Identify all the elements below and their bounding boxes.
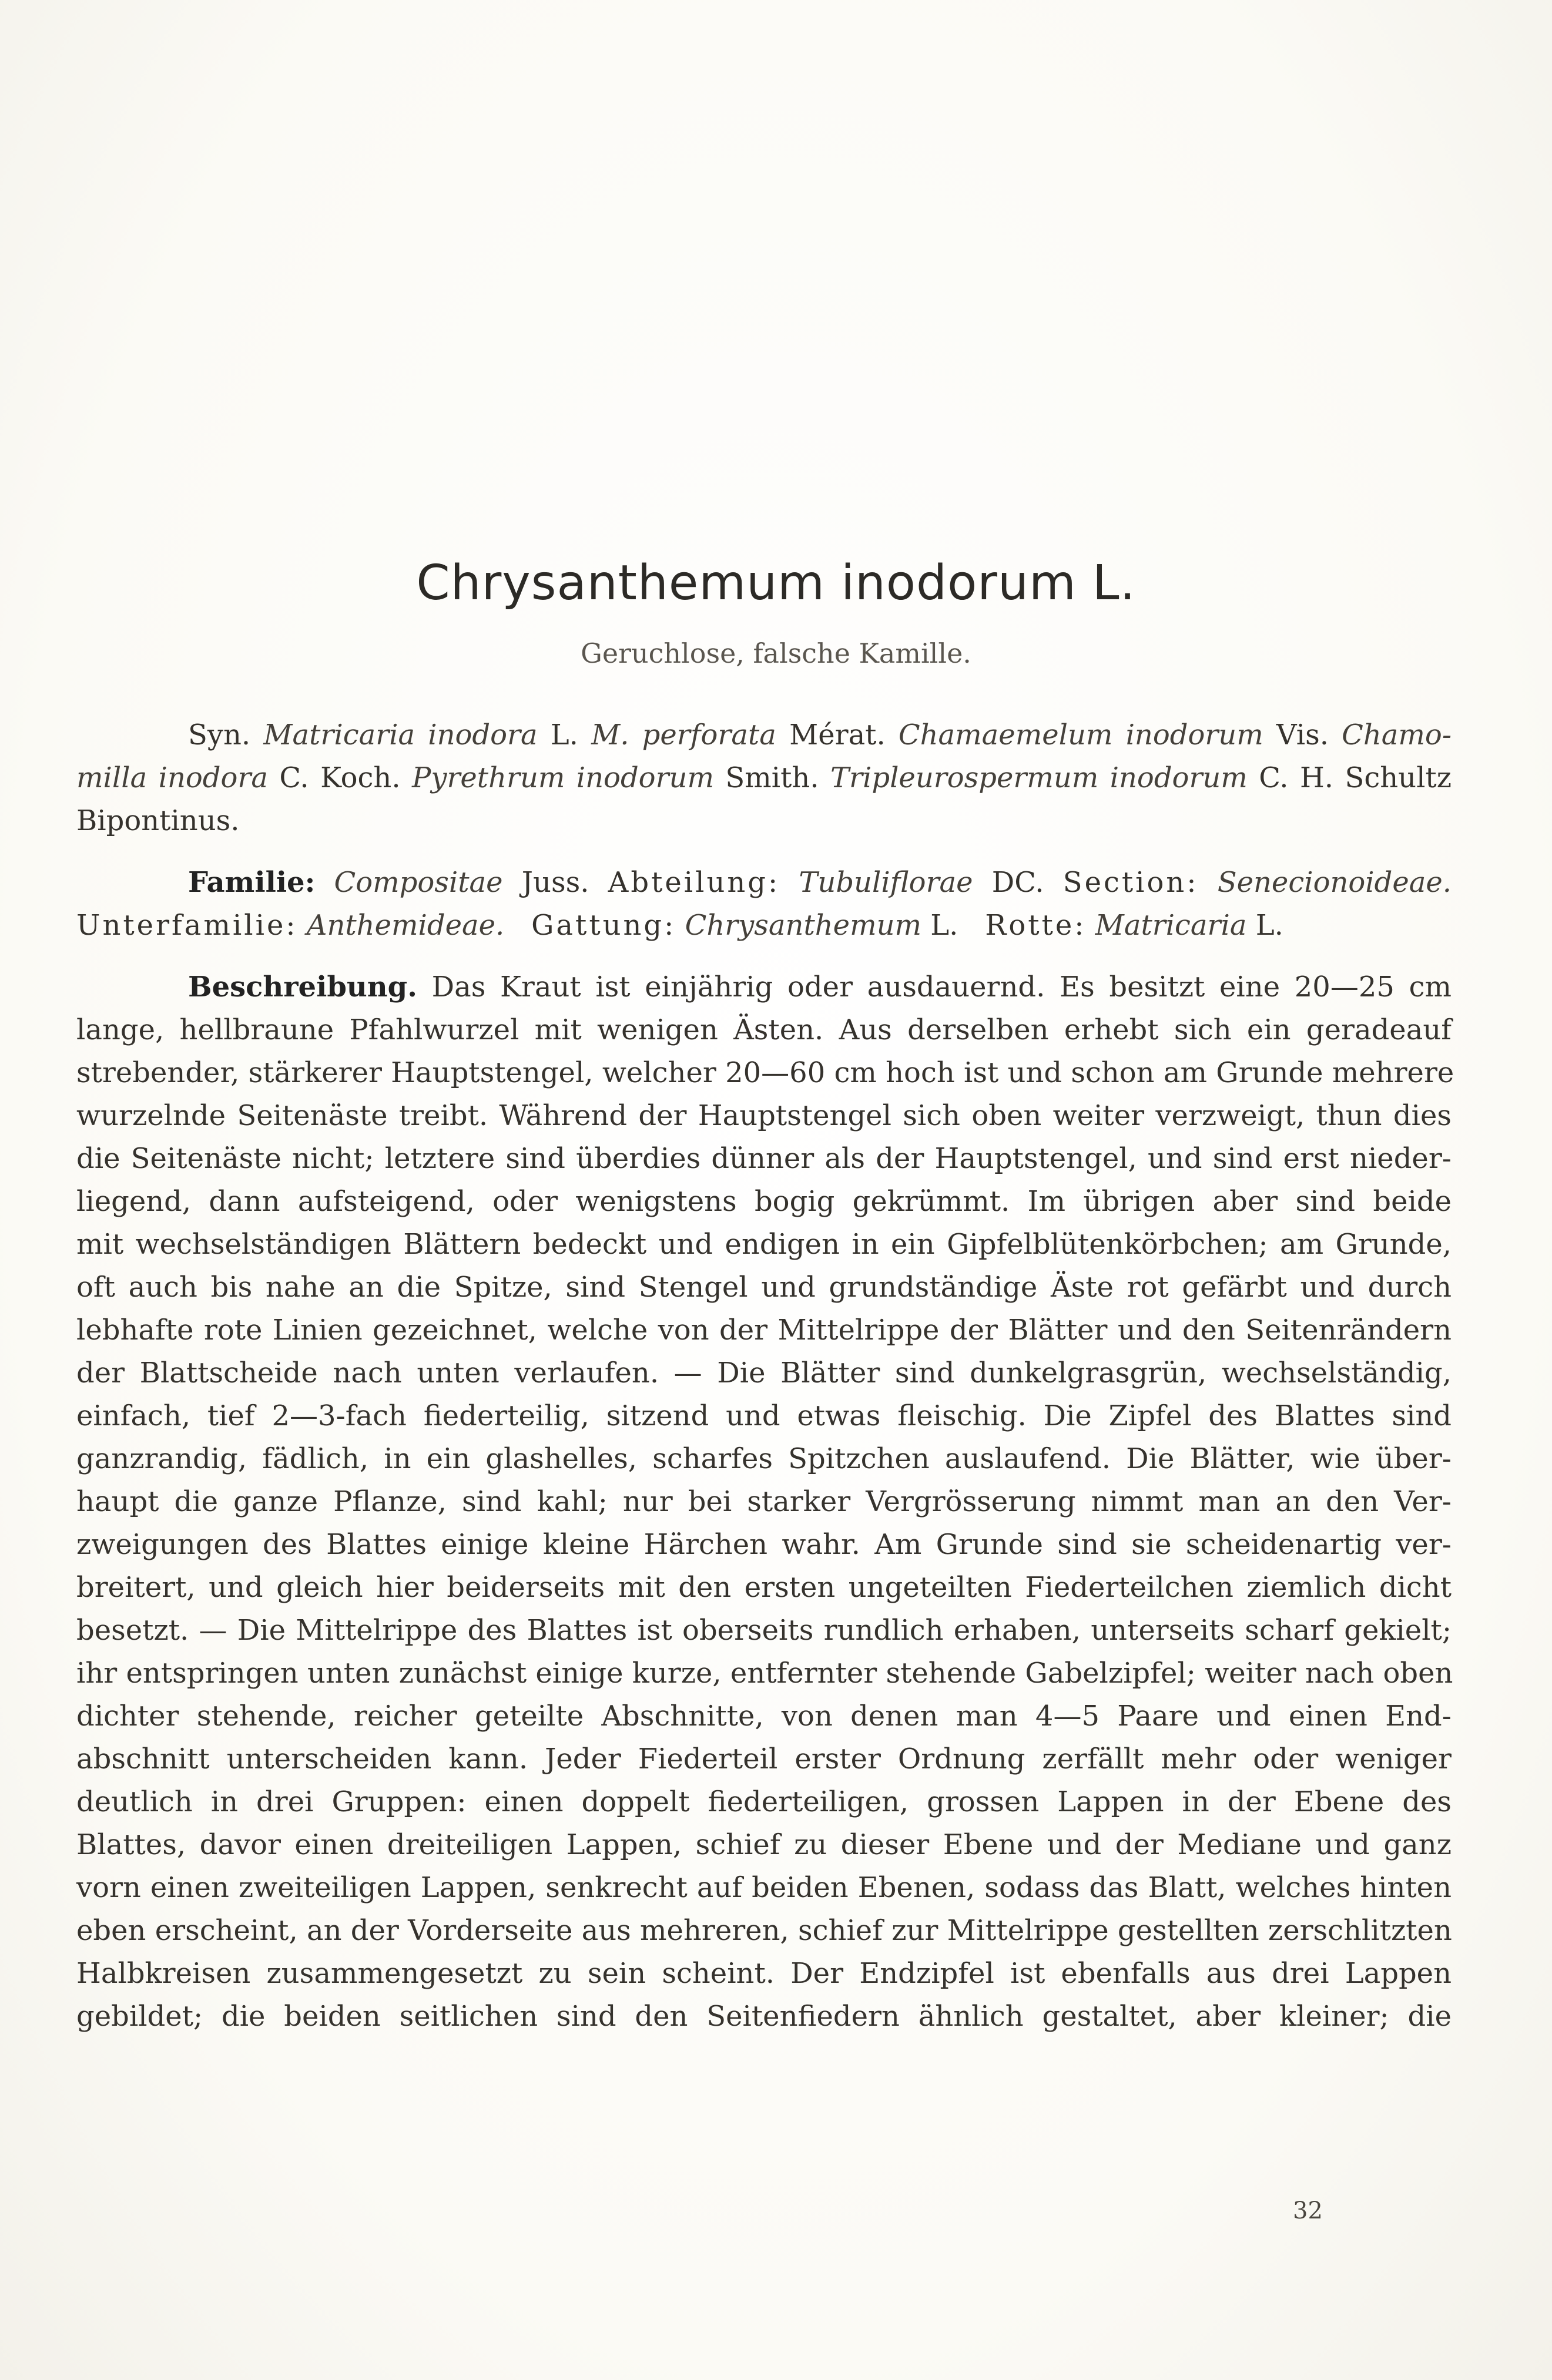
text-line: eben erscheint, an der Vorderseite aus mehreren, schief zur Mittelrippe gestellten zerschlitzten [76, 1914, 1452, 1947]
text-line: strebender, stärkerer Hauptstengel, welcher 20—60 cm hoch ist und schon am Grunde mehrere [76, 1056, 1454, 1089]
text-line: einfach, tief 2—3-fach fiederteilig, sitzend und etwas fleischig. Die Zipfel des Blattes sind [76, 1399, 1452, 1432]
text-line: besetzt. — Die Mittelrippe des Blattes ist oberseits rundlich erhaben, unterseits scharf gekielt; [76, 1614, 1452, 1647]
text-line: der Blattscheide nach unten verlaufen. — Die Blätter sind dunkelgrasgrün, wechselständig, [76, 1357, 1452, 1389]
synonyms-line-3: Bipontinus. [76, 804, 240, 837]
text-line: dichter stehende, reicher geteilte Abschnitte, von denen man 4—5 Paare und einen End- [76, 1700, 1452, 1733]
text-body [76, 714, 1452, 2038]
text-line: deutlich in drei Gruppen: einen doppelt fiederteiligen, grossen Lappen in der Ebene des [76, 1785, 1452, 1818]
synonyms-line-2: milla inodora C. Koch. Pyrethrum inodorum Smith. Tripleurospermum inodorum C. H. Schultz [76, 761, 1452, 794]
text-line: breitert, und gleich hier beiderseits mit den ersten ungeteilten Fiederteilchen ziemlich dicht [76, 1571, 1452, 1604]
text-line: gebildet; die beiden seitlichen sind den Seitenfiedern ähnlich gestaltet, aber kleiner; die [76, 2000, 1452, 2033]
text-line: abschnitt unterscheiden kann. Jeder Fiederteil erster Ordnung zerfällt mehr oder weniger [76, 1743, 1452, 1775]
text-line: die Seitenäste nicht; letztere sind überdies dünner als der Hauptstengel, und sind erst nieder- [76, 1142, 1452, 1175]
text-line: zweigungen des Blattes einige kleine Härchen wahr. Am Grunde sind sie scheidenartig ver- [76, 1528, 1452, 1561]
text-line: ganzrandig, fädlich, in ein glashelles, scharfes Spitzchen auslaufend. Die Blätter, wie über- [76, 1442, 1452, 1475]
text-line: lange, hellbraune Pfahlwurzel mit wenigen Ästen. Aus derselben erhebt sich ein geradeauf [76, 1013, 1452, 1046]
page-title: Chrysanthemum inodorum L. [416, 555, 1136, 611]
text-line: ihr entspringen unten zunächst einige kurze, entfernter stehende Gabelzipfel; weiter nach oben [76, 1657, 1453, 1690]
page-subtitle: Geruchlose, falsche Kamille. [581, 637, 971, 669]
text-line: wurzelnde Seitenäste treibt. Während der Hauptstengel sich oben weiter verzweigt, thun dies [76, 1099, 1452, 1132]
taxonomy-line-1: Familie: Compositae Juss. Abteilung: Tubuliflorae DC. Section: Senecionoideae. [188, 866, 1452, 899]
text-line: oft auch bis nahe an die Spitze, sind Stengel und grundständige Äste rot gefärbt und durch [76, 1271, 1452, 1304]
synonyms-line-1: Syn. Matricaria inodora L. M. perforata Mérat. Chamaemelum inodorum Vis. Chamo- [188, 719, 1452, 751]
text-line: lebhafte rote Linien gezeichnet, welche von der Mittelrippe der Blätter und den Seitenrändern [76, 1314, 1452, 1347]
page-number: 32 [1293, 2197, 1323, 2224]
text-line: haupt die ganze Pflanze, sind kahl; nur bei starker Vergrösserung nimmt man an den Ver- [76, 1485, 1452, 1518]
text-line: liegend, dann aufsteigend, oder wenigstens bogig gekrümmt. Im übrigen aber sind beide [76, 1185, 1452, 1218]
taxonomy-line-2: Unterfamilie: Anthemideae. Gattung: Chrysanthemum L. Rotte: Matricaria L. [76, 909, 1283, 942]
text-line: mit wechselständigen Blättern bedeckt und endigen in ein Gipfelblütenkörbchen; am Grunde, [76, 1228, 1452, 1261]
text-line: vorn einen zweiteiligen Lappen, senkrecht auf beiden Ebenen, sodass das Blatt, welches hinten [76, 1871, 1452, 1904]
text-line: Blattes, davor einen dreiteiligen Lappen, schief zu dieser Ebene und der Mediane und ganz [76, 1828, 1452, 1861]
text-line: Halbkreisen zusammengesetzt zu sein scheint. Der Endzipfel ist ebenfalls aus drei Lappen [76, 1957, 1452, 1990]
description-first-line: Beschreibung. Das Kraut ist einjährig oder ausdauernd. Es besitzt eine 20—25 cm [188, 971, 1452, 1003]
